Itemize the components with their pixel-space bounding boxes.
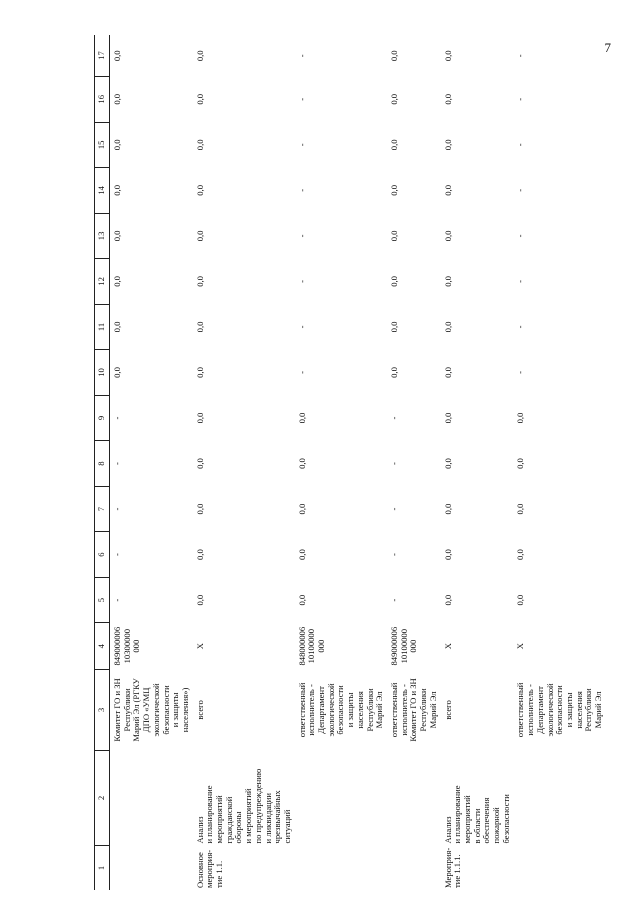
budget-code-cell-line: X bbox=[442, 643, 453, 650]
table-row bbox=[193, 35, 295, 890]
budget-code-cell-line: X bbox=[194, 643, 205, 650]
executor-cell bbox=[295, 669, 387, 750]
item-title-cell-line: Анализ bbox=[194, 816, 205, 844]
executor-cell-line: и защиты bbox=[563, 692, 574, 728]
value-cell-col-17: 0,0 bbox=[442, 50, 453, 62]
column-number-2: 2 bbox=[95, 750, 110, 845]
item-title-cell bbox=[295, 750, 387, 845]
executor-cell-line: ответственный bbox=[296, 682, 307, 738]
item-code-cell bbox=[387, 845, 441, 890]
value-cell-col-9: - bbox=[112, 416, 122, 420]
item-title-cell-line: мероприятий bbox=[461, 795, 472, 844]
budget-code-cell-line: 848000006 bbox=[296, 626, 307, 666]
value-cell-col-9: 0,0 bbox=[194, 412, 205, 424]
value-cell-col-10: 0,0 bbox=[194, 367, 205, 378]
value-cell-col-15: - bbox=[515, 143, 526, 147]
item-title-cell-line: обороны bbox=[233, 811, 244, 844]
budget-code-cell-line: 849000006 bbox=[388, 626, 399, 666]
value-cell-col-6: - bbox=[388, 553, 399, 557]
value-cell-col-5: 0,0 bbox=[515, 594, 526, 606]
value-cell-col-13: 0,0 bbox=[112, 230, 122, 242]
value-cell-col-10: - bbox=[515, 371, 526, 374]
value-cell-col-16: 0,0 bbox=[442, 93, 453, 105]
budget-code-cell-line: 10100000 bbox=[306, 628, 317, 664]
value-cell-col-15: - bbox=[296, 143, 307, 147]
value-cell-col-10: 0,0 bbox=[388, 367, 399, 378]
value-cell-col-12: 0,0 bbox=[442, 276, 453, 287]
column-number-8: 8 bbox=[95, 441, 110, 487]
executor-cell-line: Марий Эл bbox=[427, 691, 438, 729]
value-cell-col-14: 0,0 bbox=[112, 184, 122, 196]
executor-cell-line: и защиты bbox=[170, 692, 181, 728]
item-code-cell bbox=[193, 845, 295, 890]
budget-code-cell bbox=[513, 623, 605, 670]
value-cell-col-17: 0,0 bbox=[388, 50, 399, 62]
table-row bbox=[441, 35, 514, 890]
item-title-cell bbox=[110, 750, 193, 845]
item-code-cell-line: мероприя- bbox=[204, 849, 215, 888]
value-cell-col-5: 0,0 bbox=[194, 594, 205, 606]
value-cell-col-13: 0,0 bbox=[194, 230, 205, 242]
value-cell-col-12: 0,0 bbox=[112, 276, 122, 287]
value-cell-col-7: 0,0 bbox=[515, 503, 526, 515]
executor-cell-line: Марий Эл bbox=[374, 691, 385, 729]
value-cell-col-13: 0,0 bbox=[442, 230, 453, 242]
executor-cell-line: экологической bbox=[150, 683, 161, 737]
value-cell-col-15: 0,0 bbox=[194, 139, 205, 151]
column-number-10: 10 bbox=[95, 350, 110, 396]
value-cell-col-7: - bbox=[388, 507, 399, 511]
value-cell-col-17: 0,0 bbox=[194, 50, 205, 62]
value-cell-col-9: 0,0 bbox=[442, 412, 453, 424]
value-cell-col-9: 0,0 bbox=[296, 412, 307, 424]
item-code-cell bbox=[441, 845, 514, 890]
item-title-cell-line: гражданской bbox=[223, 796, 234, 844]
column-number-9: 9 bbox=[95, 395, 110, 441]
table-row bbox=[513, 35, 605, 890]
item-title-cell bbox=[387, 750, 441, 845]
value-cell-col-12: - bbox=[296, 279, 307, 283]
item-code-cell bbox=[110, 845, 193, 890]
value-cell-col-10: 0,0 bbox=[112, 367, 122, 378]
executor-cell-line: Департамент bbox=[534, 686, 545, 734]
executor-cell-line: Республики bbox=[418, 688, 429, 732]
value-cell-col-12: - bbox=[515, 279, 526, 283]
value-cell-col-6: 0,0 bbox=[296, 549, 307, 560]
table-row bbox=[387, 35, 441, 890]
column-number-16: 16 bbox=[95, 77, 110, 123]
budget-code-cell bbox=[295, 623, 387, 670]
value-cell-col-6: - bbox=[112, 553, 122, 557]
value-cell-col-12: 0,0 bbox=[388, 276, 399, 287]
executor-cell-line: безопасности bbox=[335, 685, 346, 735]
value-cell-col-17: - bbox=[296, 54, 307, 58]
item-title-cell-line: в области bbox=[471, 808, 482, 844]
item-title-cell-line: и планирование bbox=[204, 785, 215, 844]
table-body bbox=[95, 35, 606, 890]
executor-cell bbox=[387, 669, 441, 750]
value-cell-col-14: 0,0 bbox=[388, 184, 399, 196]
item-code-cell bbox=[295, 845, 387, 890]
value-cell-col-16: - bbox=[515, 97, 526, 101]
value-cell-col-9: 0,0 bbox=[515, 412, 526, 424]
item-code-cell-line: тие 1.1. bbox=[214, 860, 225, 888]
value-cell-col-11: 0,0 bbox=[388, 321, 399, 333]
value-cell-col-5: 0,0 bbox=[296, 594, 307, 606]
value-cell-col-7: 0,0 bbox=[296, 503, 307, 515]
column-number-11: 11 bbox=[95, 304, 110, 350]
value-cell-col-11: - bbox=[515, 325, 526, 329]
column-number-6: 6 bbox=[95, 532, 110, 578]
value-cell-col-16: - bbox=[296, 97, 307, 101]
column-number-13: 13 bbox=[95, 213, 110, 259]
item-code-cell bbox=[513, 845, 605, 890]
executor-cell-line: Комитет ГО и ЗН bbox=[112, 678, 122, 742]
item-code-cell-line: Мероприя- bbox=[442, 847, 453, 888]
value-cell-col-17: 0,0 bbox=[112, 50, 122, 62]
table-row bbox=[110, 35, 193, 890]
executor-cell-line: экологической bbox=[325, 683, 336, 737]
item-title-cell-line: по предупреждению bbox=[252, 768, 263, 844]
value-cell-col-13: 0,0 bbox=[388, 230, 399, 242]
item-title-cell-line: и планирование bbox=[452, 785, 463, 844]
item-title-cell-line: ситуаций bbox=[281, 809, 292, 844]
executor-cell-line: исполнитель - bbox=[398, 684, 409, 736]
value-cell-col-6: 0,0 bbox=[442, 549, 453, 560]
value-cell-col-14: 0,0 bbox=[194, 184, 205, 196]
executor-cell bbox=[110, 669, 193, 750]
value-cell-col-8: - bbox=[388, 462, 399, 465]
value-cell-col-16: 0,0 bbox=[112, 93, 122, 105]
column-number-5: 5 bbox=[95, 577, 110, 623]
column-number-12: 12 bbox=[95, 259, 110, 305]
budget-code-cell bbox=[441, 623, 514, 670]
column-number-17: 17 bbox=[95, 35, 110, 77]
value-cell-col-6: 0,0 bbox=[515, 549, 526, 560]
value-cell-col-11: 0,0 bbox=[194, 321, 205, 333]
column-number-15: 15 bbox=[95, 122, 110, 168]
value-cell-col-12: 0,0 bbox=[194, 276, 205, 287]
item-title-cell-line: безопасности bbox=[500, 794, 511, 844]
item-title-cell-line: чрезвычайных bbox=[272, 790, 283, 844]
budget-code-cell-line: 000 bbox=[408, 639, 419, 653]
column-number-3: 3 bbox=[95, 669, 110, 750]
item-code-cell-line: тие 1.1.1. bbox=[452, 854, 463, 888]
value-cell-col-11: 0,0 bbox=[442, 321, 453, 333]
value-cell-col-13: - bbox=[515, 234, 526, 238]
executor-cell-line: ДПО «УМЦ bbox=[141, 687, 152, 733]
column-number-1: 1 bbox=[95, 845, 110, 890]
budget-code-cell-line: X bbox=[515, 643, 526, 650]
executor-cell-line: Департамент bbox=[316, 686, 327, 734]
item-title-cell-line: пожарной bbox=[491, 807, 502, 844]
value-cell-col-5: - bbox=[112, 598, 122, 602]
value-cell-col-14: - bbox=[296, 188, 307, 192]
value-cell-col-11: - bbox=[296, 325, 307, 329]
value-cell-col-5: 0,0 bbox=[442, 594, 453, 606]
item-title-cell-line: мероприятий bbox=[214, 795, 225, 844]
executor-cell-line: Республики bbox=[121, 688, 132, 732]
value-cell-col-5: - bbox=[388, 598, 399, 602]
executor-cell-line: населения bbox=[573, 691, 584, 729]
executor-cell-line: Марий Эл bbox=[593, 691, 604, 729]
value-cell-col-8: 0,0 bbox=[442, 458, 453, 469]
value-cell-col-16: 0,0 bbox=[194, 93, 205, 105]
item-title-cell bbox=[441, 750, 514, 845]
executor-cell-line: всего bbox=[194, 700, 205, 720]
value-cell-col-8: 0,0 bbox=[296, 458, 307, 469]
value-cell-col-15: 0,0 bbox=[442, 139, 453, 151]
item-title-cell-line: обеспечения bbox=[481, 797, 492, 844]
column-number-row bbox=[95, 35, 110, 890]
budget-table bbox=[94, 35, 606, 890]
value-cell-col-6: 0,0 bbox=[194, 549, 205, 560]
value-cell-col-8: - bbox=[112, 462, 122, 465]
executor-cell-line: и защиты bbox=[345, 692, 356, 728]
executor-cell-line: всего bbox=[442, 700, 453, 720]
item-title-cell-line: и мероприятий bbox=[243, 788, 254, 844]
executor-cell-line: Комитет ГО и ЗН bbox=[408, 678, 419, 742]
executor-cell-line: исполнитель - bbox=[525, 684, 536, 736]
executor-cell-line: Марий Эл (РГКУ bbox=[131, 678, 142, 742]
executor-cell bbox=[513, 669, 605, 750]
item-title-cell-line: и ликвидации bbox=[262, 793, 273, 844]
executor-cell-line: экологической bbox=[544, 683, 555, 737]
column-number-4: 4 bbox=[95, 623, 110, 670]
executor-cell-line: Республики bbox=[364, 688, 375, 732]
budget-code-cell-line: 10100000 bbox=[398, 628, 409, 664]
value-cell-col-13: - bbox=[296, 234, 307, 238]
executor-cell-line: исполнитель - bbox=[306, 684, 317, 736]
executor-cell-line: безопасности bbox=[160, 685, 171, 735]
value-cell-col-16: 0,0 bbox=[388, 93, 399, 105]
value-cell-col-7: 0,0 bbox=[442, 503, 453, 515]
executor-cell bbox=[441, 669, 514, 750]
value-cell-col-14: 0,0 bbox=[442, 184, 453, 196]
executor-cell bbox=[193, 669, 295, 750]
value-cell-col-8: 0,0 bbox=[194, 458, 205, 469]
budget-code-cell bbox=[193, 623, 295, 670]
page-number: 7 bbox=[604, 40, 611, 55]
value-cell-col-7: 0,0 bbox=[194, 503, 205, 515]
budget-code-cell bbox=[110, 623, 193, 670]
value-cell-col-15: 0,0 bbox=[388, 139, 399, 151]
value-cell-col-17: - bbox=[515, 54, 526, 58]
value-cell-col-7: - bbox=[112, 507, 122, 511]
budget-code-cell bbox=[387, 623, 441, 670]
item-title-cell bbox=[513, 750, 605, 845]
executor-cell-line: Республики bbox=[583, 688, 594, 732]
budget-code-cell-line: 000 bbox=[131, 639, 142, 653]
value-cell-col-9: - bbox=[388, 416, 399, 420]
executor-cell-line: ответственный bbox=[515, 682, 526, 738]
item-title-cell bbox=[193, 750, 295, 845]
budget-code-cell-line: 10300000 bbox=[121, 628, 132, 664]
item-title-cell-line: Анализ bbox=[442, 816, 453, 844]
value-cell-col-11: 0,0 bbox=[112, 321, 122, 333]
rotated-table-container bbox=[94, 35, 639, 890]
executor-cell-line: безопасности bbox=[554, 685, 565, 735]
column-number-14: 14 bbox=[95, 168, 110, 214]
budget-code-cell-line: 000 bbox=[316, 639, 327, 653]
value-cell-col-10: - bbox=[296, 371, 307, 374]
table-row bbox=[295, 35, 387, 890]
column-number-7: 7 bbox=[95, 486, 110, 532]
item-code-cell-line: Основное bbox=[194, 852, 205, 888]
value-cell-col-14: - bbox=[515, 188, 526, 192]
value-cell-col-10: 0,0 bbox=[442, 367, 453, 378]
executor-cell-line: населения») bbox=[179, 687, 190, 733]
value-cell-col-15: 0,0 bbox=[112, 139, 122, 151]
executor-cell-line: ответственный bbox=[388, 682, 399, 738]
budget-code-cell-line: 849000006 bbox=[112, 626, 122, 666]
executor-cell-line: населения bbox=[354, 691, 365, 729]
value-cell-col-8: 0,0 bbox=[515, 458, 526, 469]
